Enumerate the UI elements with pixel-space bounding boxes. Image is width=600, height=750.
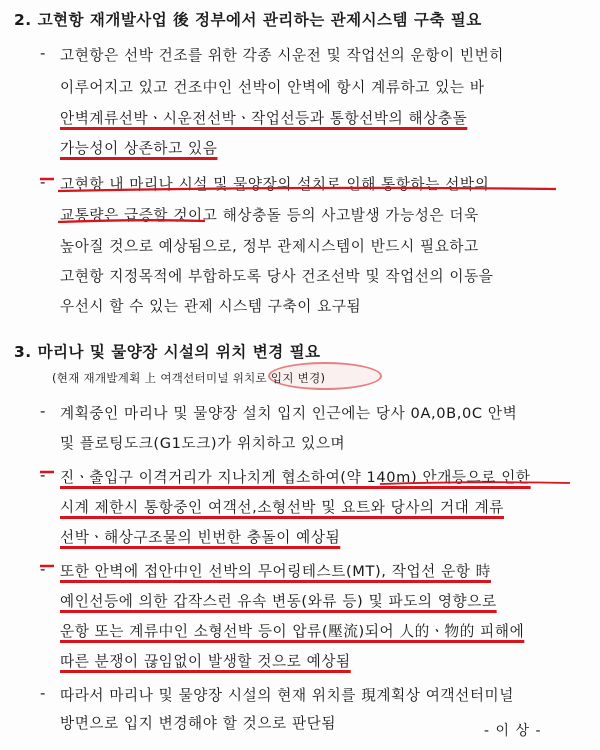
- s3-b3-line-4: 따른 분쟁이 끊임없이 발생할 것으로 예상됨: [60, 653, 351, 670]
- s3-b1-line-2: 및 플로팅도크(G1도크)가 위치하고 있으며: [60, 435, 346, 452]
- s3-b1-line-1: 계획중인 마리나 및 물양장 설치 입지 인근에는 당사 0A,0B,0C 안벽: [60, 405, 518, 422]
- section-3-note: (현재 재개발계획 上 여객선터미널 위치로 입지 변경): [52, 371, 326, 385]
- section-3-heading: 3. 마리나 및 물양장 시설의 위치 변경 필요: [14, 343, 321, 361]
- s2-b2-line-2: 교통량은 급증할 것이고 해상충돌 등의 사고발생 가능성은 더욱: [60, 207, 479, 224]
- bullet-dash: -: [40, 402, 46, 420]
- red-underline-stroke: [380, 482, 570, 484]
- red-underline-stroke: [58, 188, 556, 191]
- s3-b3-line-3: 운항 또는 계류中인 소형선박 등이 압류(壓流)되어 人的ㆍ物的 피해에: [60, 623, 525, 640]
- s2-b2-line-4: 고현항 지정목적에 부합하도록 당사 건조선박 및 작업선의 이동을: [60, 268, 494, 285]
- bullet-dash: -: [40, 173, 46, 191]
- s2-b1-line-3: 안벽계류선박ㆍ시운전선박ㆍ작업선등과 통항선박의 해상충돌: [60, 110, 468, 127]
- s3-b2-line-1: 진ㆍ출입구 이격거리가 지나치게 협소하여(약 140m) 안개등으로 인한: [60, 469, 531, 486]
- s3-b4-line-1: 따라서 마리나 및 물양장 시설의 현재 위치를 現계획상 여객선터미널: [60, 687, 514, 704]
- section-2-heading: 2. 고현항 재개발사업 後 정부에서 관리하는 관제시스템 구축 필요: [14, 11, 482, 29]
- s2-b1-line-4: 가능성이 상존하고 있음: [60, 140, 218, 157]
- s3-b2-line-3: 선박ㆍ해상구조물의 빈번한 충돌이 예상됨: [60, 529, 341, 546]
- s2-b1-line-2: 이루어지고 있고 건조中인 선박이 안벽에 항시 계류하고 있는 바: [60, 79, 485, 96]
- s3-b3-line-1: 또한 안벽에 접안中인 선박의 무어링테스트(MT), 작업선 운항 時: [60, 563, 491, 580]
- s3-b3-line-2: 예인선등에 의한 갑작스런 유속 변동(와류 등) 및 파도의 영향으로: [60, 593, 497, 610]
- bullet-dash: -: [40, 466, 46, 484]
- bullet-dash: -: [40, 684, 46, 702]
- red-underline-stroke: [58, 220, 205, 222]
- s2-b2-line-5: 우선시 할 수 있는 관제 시스템 구축이 요구됨: [60, 298, 362, 315]
- s3-b2-line-2: 시계 제한시 통항중인 여객선,소형선박 및 요트와 당사의 거대 계류: [60, 499, 504, 516]
- s2-b2-line-1: 고현항 내 마리나 시설 및 물양장의 설치로 인해 통항하는 선박의: [60, 176, 490, 193]
- s3-b4-line-2: 방면으로 입지 변경해야 할 것으로 판단됨: [60, 715, 337, 732]
- s2-b1-line-1: 고현항은 선박 건조를 위한 각종 시운전 및 작업선의 운항이 빈번히: [60, 47, 504, 64]
- s2-b2-line-3: 높아질 것으로 예상됨으로, 정부 관제시스템이 반드시 필요하고: [60, 238, 479, 255]
- bullet-dash: -: [40, 560, 46, 578]
- closing-mark: - 이 상 -: [484, 723, 542, 739]
- bullet-dash: -: [40, 44, 46, 62]
